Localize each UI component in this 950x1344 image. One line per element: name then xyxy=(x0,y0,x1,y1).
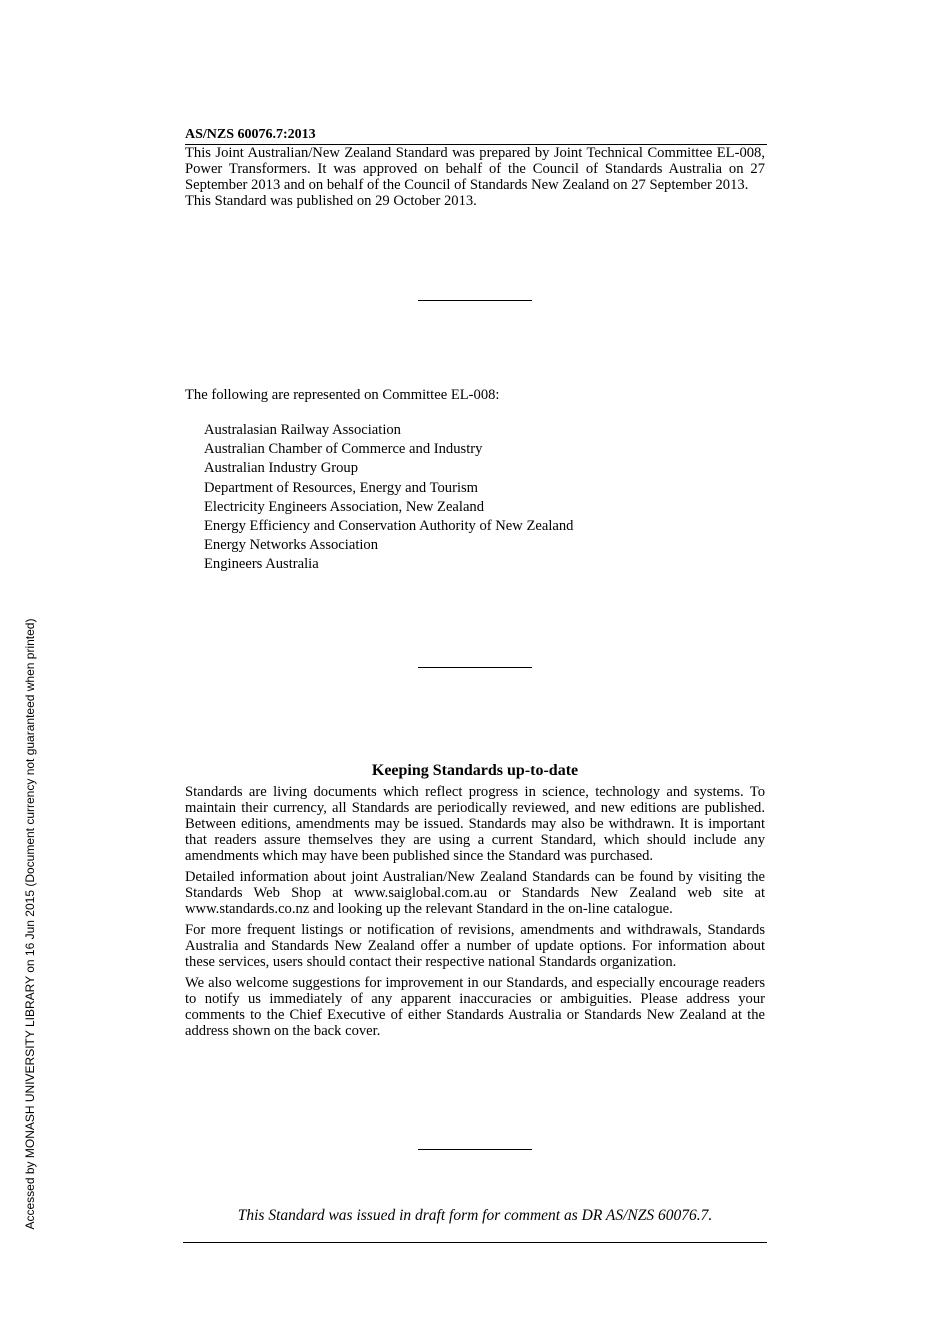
committee-intro: The following are represented on Committee EL-008: xyxy=(185,387,500,403)
keeping-paragraph: Standards are living documents which reflect progress in science, technology and systems. To maintain their currency, all Standards are periodically reviewed, and new editions are published. Between editions, amendments may be issued. Standards may also be withdrawn. It is important that readers assure themselves they are using a current Standard, which should include any amendments which may have been published since the Standard was purchased. xyxy=(185,784,765,864)
section-divider-3 xyxy=(418,1149,532,1150)
keeping-paragraph: We also welcome suggestions for improvement in our Standards, and especially encourage readers to notify us immediately of any apparent inaccuracies or ambiguities. Please address your comments to the Chief Executive of either Standards Australia or Standards New Zealand at the address shown on the back cover. xyxy=(185,975,765,1039)
committee-member: Australian Chamber of Commerce and Industry xyxy=(204,441,483,458)
keeping-paragraph: Detailed information about joint Australian/New Zealand Standards can be found by visiting the Standards Web Shop at www.saiglobal.com.au or Standards New Zealand web site at www.standards.co.nz and looking up the relevant Standard in the on-line catalogue. xyxy=(185,869,765,917)
preparation-paragraph: This Joint Australian/New Zealand Standard was prepared by Joint Technical Committee EL-008, Power Transformers. It was approved on behalf of the Council of Standards Australia on 27 September 2013 and on behalf of the Council of Standards New Zealand on 27 September 2013. xyxy=(185,145,765,193)
committee-member: Australian Industry Group xyxy=(204,460,359,477)
committee-member: Department of Resources, Energy and Tourism xyxy=(204,479,479,496)
keeping-paragraph: For more frequent listings or notification of revisions, amendments and withdrawals, Standards Australia and Standards New Zealand offer a number of update options. For information about these services, users should contact their respective national Standards organization. xyxy=(185,922,765,970)
preparation-block xyxy=(185,145,765,209)
committee-member: Electricity Engineers Association, New Zealand xyxy=(204,498,485,515)
access-margin-note: Accessed by MONASH UNIVERSITY LIBRARY on 16 Jun 2015 (Document currency not guaranteed when printed) xyxy=(23,618,37,1230)
keeping-standards-heading: Keeping Standards up-to-date xyxy=(371,762,579,779)
publication-date: This Standard was published on 29 October 2013. xyxy=(185,193,477,209)
committee-member: Engineers Australia xyxy=(204,556,319,573)
committee-member: Energy Networks Association xyxy=(204,537,379,554)
draft-note: This Standard was issued in draft form for comment as DR AS/NZS 60076.7. xyxy=(237,1207,713,1224)
committee-member: Australasian Railway Association xyxy=(204,422,401,438)
section-divider-1 xyxy=(418,300,532,301)
committee-member: Energy Efficiency and Conservation Authority of New Zealand xyxy=(204,517,574,534)
section-divider-2 xyxy=(418,667,532,668)
footer-rule xyxy=(183,1242,767,1243)
standard-number: AS/NZS 60076.7:2013 xyxy=(185,127,316,142)
committee-member-list xyxy=(204,421,573,575)
keeping-standards-body xyxy=(185,784,765,1044)
